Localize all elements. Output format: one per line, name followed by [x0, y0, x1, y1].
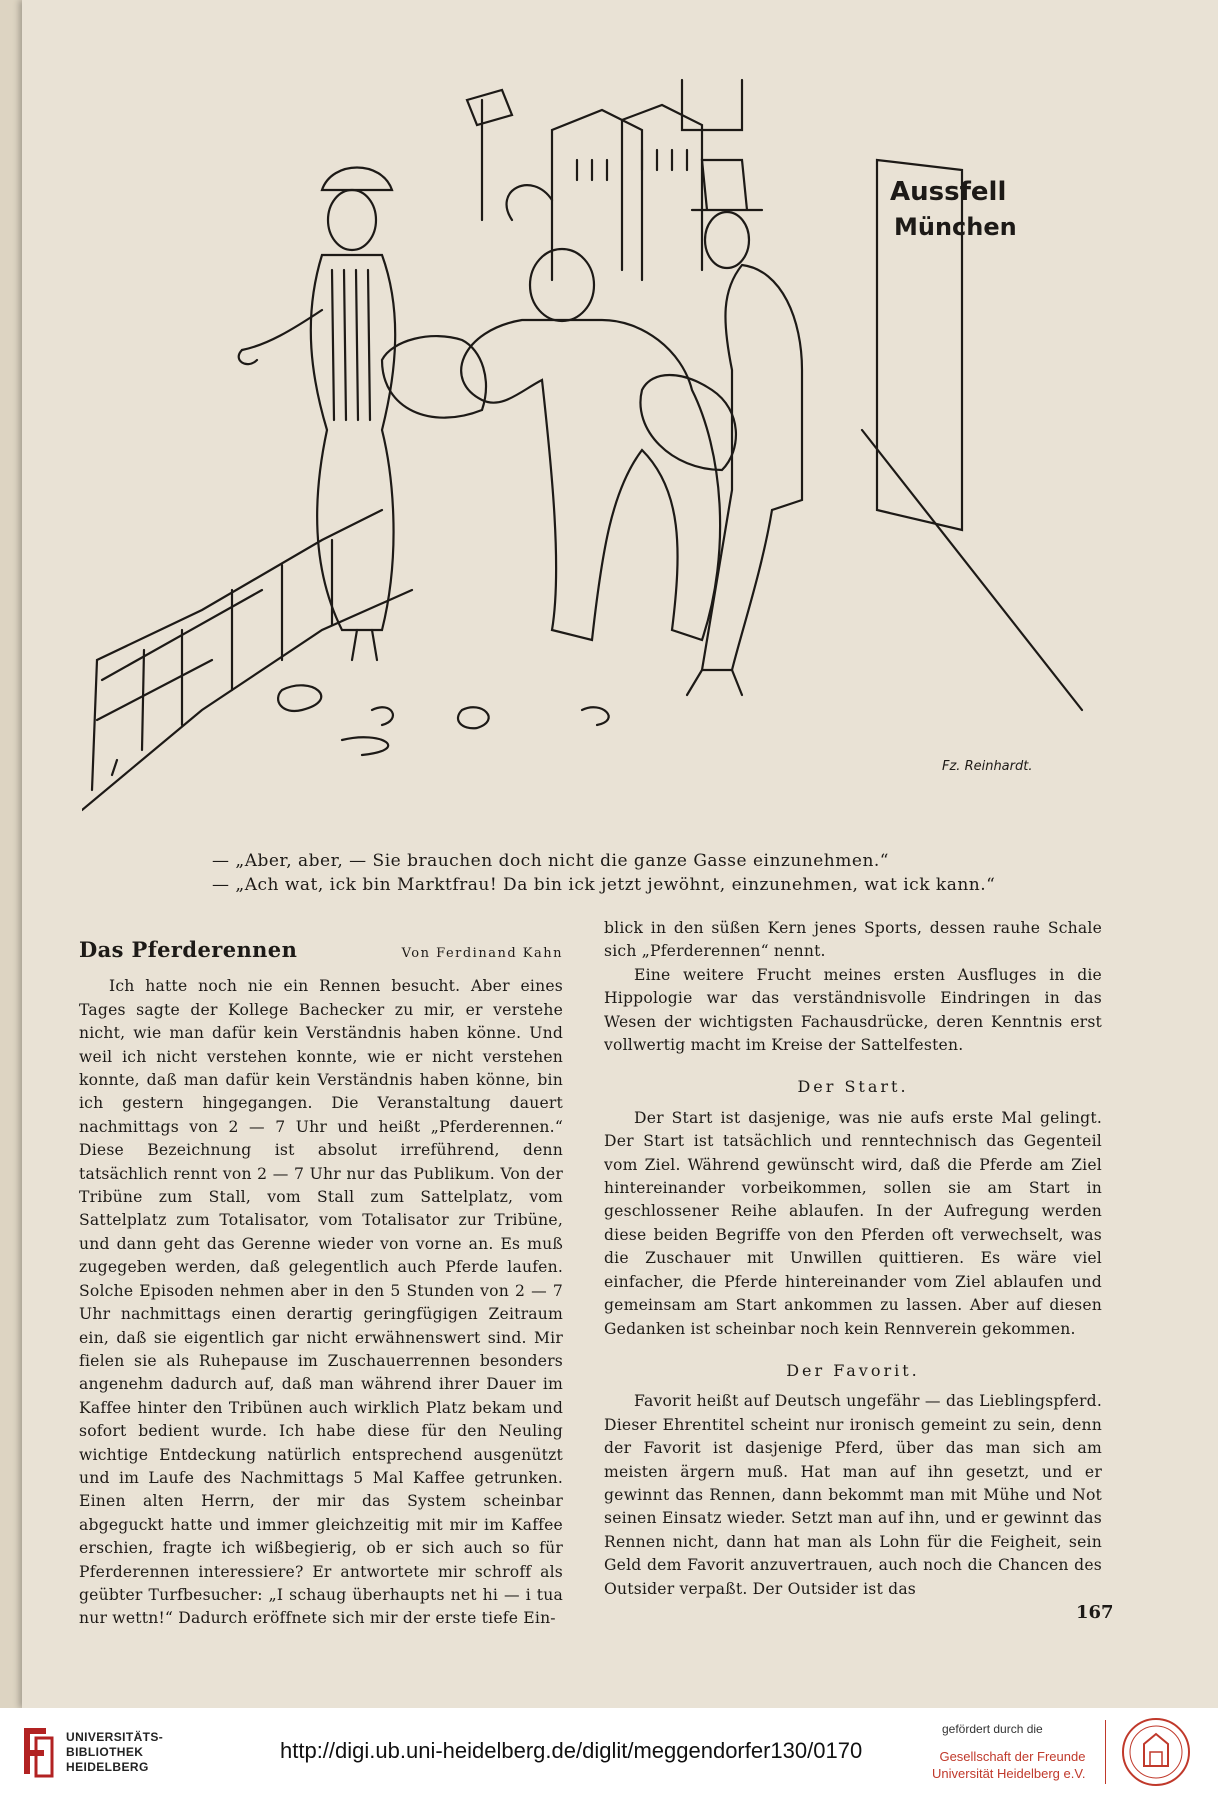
caption-line-2: — „Ach wat, ick bin Marktfrau! Da bin ick jetzt jewöhnt, einzunehmen, wat ick kann.“ [212, 875, 996, 895]
curb-line [82, 590, 412, 810]
footer-divider [1105, 1720, 1106, 1784]
market-woman-body [461, 320, 720, 640]
page-number: 167 [1076, 1602, 1114, 1623]
lamp-post [467, 90, 512, 220]
article-header [79, 938, 563, 965]
library-name: UNIVERSITÄTS- BIBLIOTHEK HEIDELBERG [66, 1730, 164, 1774]
article-paragraph: Ich hatte noch nie ein Rennen besucht. Aber eines Tages sagte der Kollege Bachecker zu mir, er verstehe nicht, wie man dafür kein Verständnis haben könne. Und weil ich nicht verstehen konnte, wie er nicht verstehen konnte, daß man dafür kein Verständnis haben könne, bin ich gestern hingegangen. Die Veranstaltung dauert nachmittags von 2 — 7 Uhr und heißt „Pferderennen.“ Diese Bezeichnung ist absolut irreführend, denn tatsächlich rennt von 2 — 7 Uhr nur das Publikum. Von der Tribüne zum Stall, vom Stall zum Sattelplatz, vom Sattelplatz zum Totalisator, vom Totalisator zur Tribüne, und dann geht das Gerenne wieder von vorne an. Es muß zugegeben werden, daß gelegentlich auch Pferde laufen. Solche Episoden nehmen aber in den 5 Stunden von 2 — 7 Uhr nachmittags einen derartig geringfügigen Zeitraum ein, daß sie eigentlich gar nicht erwähnenswert sind. Mir fielen sie als Ruhepause im Zuschauerrennen besonders angenehm dadurch auf, daß man während ihrer Dauer im Kaffee hinter den Tribünen auch wirklich Platz bekam und sofort bedient wurde. Ich habe diese für den Neuling wichtige Entdeckung natürlich entsprechend ausgenützt und im Laufe des Nachmittags 5 Mal Kaffee getrunken. Einen alten Herrn, der mir das System scheinbar abgeguckt hatte und immer gleichzeitig mit mir im Kaffee erschien, fragte ich wißbegierig, ob er sich auch so für Pferderennen interessiere? Er antwortete mir schroff als geübter Turfbesucher: „I schaug überhaupts net hi — i tua nur wettn!“ Dadurch eröffnete sich mir der erste tiefe Ein- [79, 977, 563, 1628]
section-title-favorit: Der Favorit. [786, 1360, 920, 1380]
section-text-start: Der Start ist dasjenige, was nie aufs erste Mal gelingt. Der Start ist tatsächlich und renntechnisch das Gegenteil vom Ziel. Während gewünscht wird, daß die Pferde am Ziel hintereinander vorbeikommen, sollen sie am Start in geschlossener Reihe ablaufen. In der Aufregung werden diese beiden Begriffe von den Pferden oft verwechselt, was die Zuschauer mit Unwillen quittieren. Es wäre viel einfacher, die Pferde hintereinander vom Ziel ablaufen und gemeinsam am Start ankommen zu lassen. Aber auf diesen Gedanken ist scheinbar noch kein Rennverein gekommen. [604, 1108, 1102, 1338]
street-scene-illustration [82, 70, 1102, 840]
sponsor-name: Gesellschaft der Freunde Universität Heidelberg e.V. [932, 1749, 1086, 1781]
right-column [604, 917, 1102, 1601]
library-logo-icon [16, 1724, 58, 1780]
market-woman-head [530, 249, 594, 321]
poster-text-1: Aussfell [890, 177, 1007, 207]
article-paragraph-continued: blick in den süßen Kern jenes Sports, dessen rauhe Schale sich „Pferderennen“ nennt. [604, 919, 1102, 961]
article-author: Von Ferdinand Kahn [401, 946, 563, 961]
man-coat [702, 265, 802, 670]
basket-right [640, 375, 735, 470]
poster-text-2: München [894, 213, 1017, 241]
section-title-start: Der Start. [797, 1077, 909, 1097]
university-seal-icon [1120, 1716, 1192, 1788]
permalink-url[interactable]: http://digi.ub.uni-heidelberg.de/diglit/meggendorfer130/0170 [280, 1738, 863, 1763]
section-text-favorit: Favorit heißt auf Deutsch ungefähr — das Lieblingspferd. Dieser Ehrentitel scheint nur ironisch gemeint zu sein, denn der Favorit ist dasjenige Pferd, über das man sich am meisten ärgern muß. Hat man auf ihn gesetzt, und er gewinnt das Rennen, dann bekommt man mit Mühe und Not seinen Einsatz wieder. Setzt man auf ihn, und er gewinnt das Rennen nicht, dann hat man als Lohn für die Feigheit, sein Geld dem Favorit anzuvertrauen, auch noch die Chancen des Outsider verpaßt. Der Outsider ist das [604, 1392, 1102, 1598]
man-head [705, 212, 749, 268]
digitization-footer [0, 1708, 1218, 1795]
artist-signature: Fz. Reinhardt. [942, 759, 1033, 774]
caption-line-1: — „Aber, aber, — Sie brauchen doch nicht die ganze Gasse einzunehmen.“ [212, 851, 889, 871]
article-paragraph-2: Eine weitere Frucht meines ersten Ausfluges in die Hippologie war das verständnisvolle Eindringen in das Wesen der wichtigsten Fachausdrücke, deren Kenntnis erst vollwertig macht im Kreise der Sattelfesten. [604, 965, 1102, 1055]
magazine-page [22, 0, 1218, 1708]
woman-dress [311, 255, 395, 630]
sponsor-label: gefördert durch die [942, 1722, 1043, 1736]
article-title: Das Pferderennen [79, 937, 298, 962]
left-column [79, 938, 563, 1631]
woman-head [328, 190, 376, 250]
